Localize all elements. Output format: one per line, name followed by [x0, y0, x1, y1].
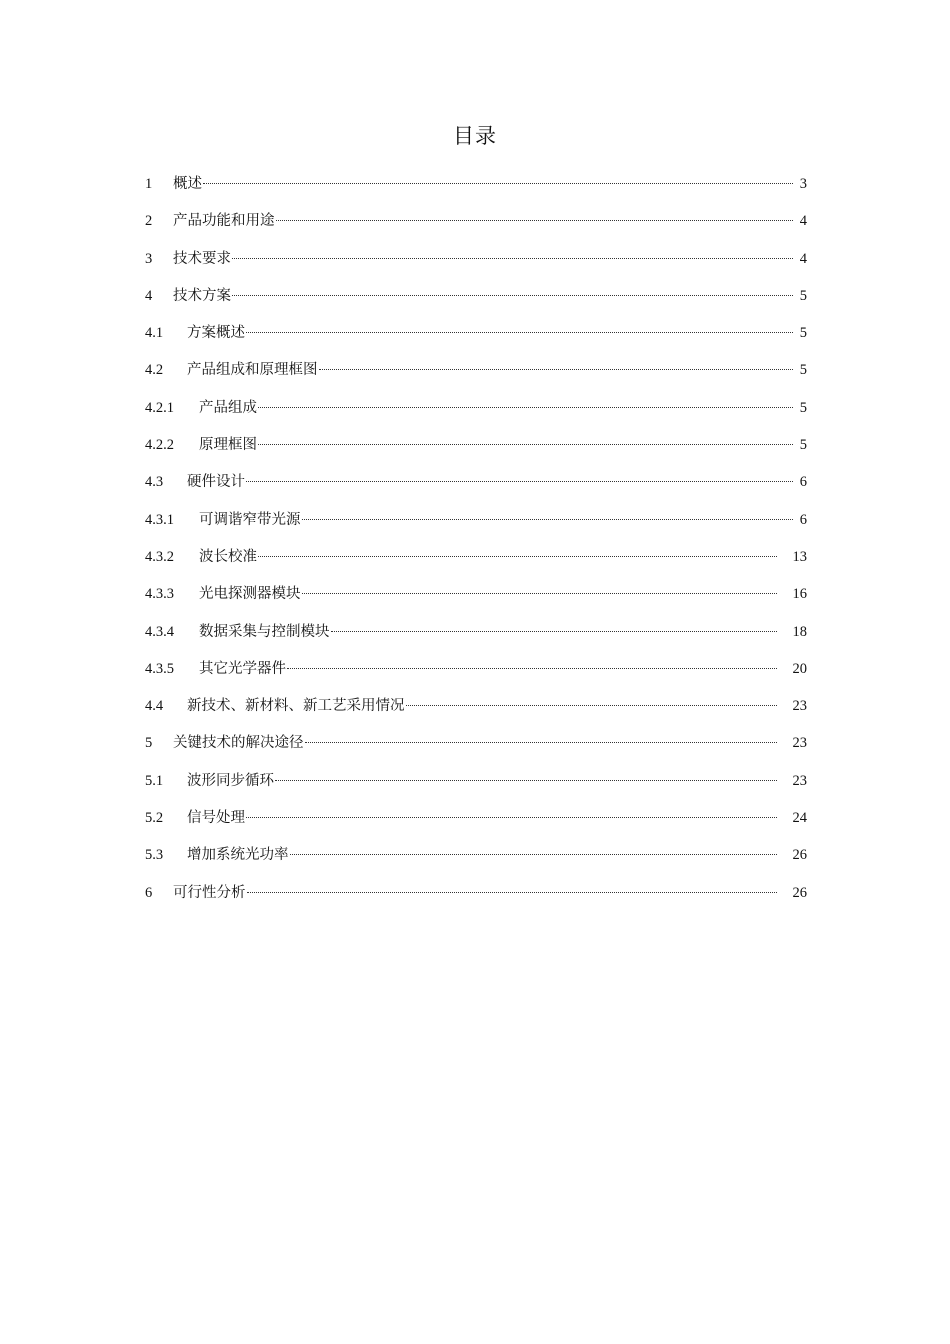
toc-entry-title: 波长校准 — [199, 548, 257, 565]
toc-entry-page-number: 20 — [792, 660, 807, 677]
toc-entry-page-number: 5 — [799, 325, 807, 342]
toc-entry-number: 4.4 — [145, 698, 164, 715]
toc-entry[interactable] — [145, 247, 807, 284]
toc-entry-number: 5.2 — [145, 810, 164, 827]
toc-title: 目录 — [453, 124, 497, 148]
toc-dot-leader — [287, 668, 777, 669]
toc-entry-title: 光电探测器模块 — [199, 586, 301, 603]
toc-entry-page-number: 26 — [792, 884, 807, 901]
toc-entry-number: 6 — [145, 884, 153, 901]
toc-dot-leader — [275, 780, 777, 781]
toc-entry-page-number: 16 — [792, 586, 807, 603]
toc-entry-number: 4.3.3 — [145, 586, 174, 603]
toc-dot-leader — [258, 444, 793, 445]
toc-dot-leader — [203, 183, 793, 184]
toc-entry-page-number: 3 — [799, 176, 807, 192]
toc-entry-title: 其它光学器件 — [199, 660, 286, 677]
toc-entry[interactable] — [145, 769, 807, 806]
toc-entry[interactable] — [145, 545, 807, 582]
toc-entry-title: 产品组成和原理框图 — [187, 362, 318, 379]
toc-entry[interactable] — [145, 433, 807, 470]
toc-dot-leader — [305, 742, 778, 743]
toc-entry[interactable] — [145, 321, 807, 358]
toc-dot-leader — [331, 631, 778, 632]
toc-dot-leader — [290, 854, 778, 855]
toc-entry-title: 关键技术的解决途径 — [173, 735, 304, 752]
toc-entry-number: 4.3.4 — [145, 623, 174, 640]
toc-entry[interactable] — [145, 396, 807, 433]
toc-entry-number: 5 — [145, 735, 153, 752]
toc-entry-page-number: 5 — [799, 287, 807, 304]
toc-entry-page-number: 5 — [799, 399, 807, 416]
toc-entry-title: 硬件设计 — [187, 474, 245, 491]
toc-entry-number: 5.1 — [145, 772, 164, 789]
toc-entry[interactable] — [145, 694, 807, 731]
toc-entry-title: 方案概述 — [187, 325, 245, 342]
toc-entry-page-number: 6 — [799, 511, 807, 528]
toc-entry-number: 4.3.1 — [145, 511, 174, 528]
toc-entry-page-number: 23 — [792, 698, 807, 715]
toc-dot-leader — [246, 332, 793, 333]
toc-dot-leader — [276, 220, 794, 221]
toc-entry-number: 4.2.1 — [145, 399, 174, 416]
toc-entry[interactable] — [145, 881, 807, 918]
toc-entry-number: 2 — [145, 213, 153, 230]
toc-entry-page-number: 23 — [792, 735, 807, 752]
toc-entry[interactable] — [145, 470, 807, 507]
toc-entry[interactable] — [145, 358, 807, 395]
toc-entry-title: 数据采集与控制模块 — [199, 623, 330, 640]
toc-dot-leader — [406, 705, 778, 706]
toc-dot-leader — [258, 407, 793, 408]
toc-entry-page-number: 13 — [792, 548, 807, 565]
toc-dot-leader — [246, 481, 793, 482]
toc-entry-title: 可行性分析 — [173, 884, 246, 901]
toc-entry-title: 新技术、新材料、新工艺采用情况 — [187, 698, 405, 715]
toc-entry-page-number: 24 — [792, 810, 807, 827]
toc-entry-number: 3 — [145, 250, 153, 267]
toc-entry-number: 1 — [145, 176, 153, 192]
toc-entry-page-number: 18 — [792, 623, 807, 640]
toc-dot-leader — [232, 258, 793, 259]
toc-entry[interactable] — [145, 172, 807, 209]
table-of-contents — [145, 172, 807, 918]
toc-entry-number: 4.3.5 — [145, 660, 174, 677]
toc-entry-number: 4.2 — [145, 362, 164, 379]
toc-dot-leader — [246, 817, 777, 818]
toc-entry-title: 可调谐窄带光源 — [199, 511, 301, 528]
toc-dot-leader — [232, 295, 793, 296]
toc-entry[interactable] — [145, 508, 807, 545]
toc-entry-title: 概述 — [173, 176, 202, 192]
toc-dot-leader — [258, 556, 777, 557]
toc-entry-page-number: 4 — [799, 213, 807, 230]
toc-entry-number: 5.3 — [145, 847, 164, 864]
toc-dot-leader — [319, 369, 794, 370]
toc-entry-number: 4.3 — [145, 474, 164, 491]
toc-entry-title: 波形同步循环 — [187, 772, 274, 789]
toc-entry[interactable] — [145, 209, 807, 246]
toc-entry-number: 4.3.2 — [145, 548, 174, 565]
toc-entry-page-number: 5 — [799, 362, 807, 379]
toc-dot-leader — [302, 593, 778, 594]
toc-entry-page-number: 5 — [799, 437, 807, 454]
toc-entry[interactable] — [145, 806, 807, 843]
toc-entry-title: 信号处理 — [187, 810, 245, 827]
toc-entry[interactable] — [145, 843, 807, 880]
toc-entry-page-number: 4 — [799, 250, 807, 267]
toc-entry-title: 产品组成 — [199, 399, 257, 416]
toc-entry-title: 产品功能和用途 — [173, 213, 275, 230]
toc-entry-number: 4 — [145, 287, 153, 304]
toc-entry-title: 原理框图 — [199, 437, 257, 454]
toc-entry-number: 4.1 — [145, 325, 164, 342]
toc-entry-page-number: 23 — [792, 772, 807, 789]
toc-entry-number: 4.2.2 — [145, 437, 174, 454]
toc-entry[interactable] — [145, 620, 807, 657]
toc-entry-page-number: 6 — [799, 474, 807, 491]
toc-entry-page-number: 26 — [792, 847, 807, 864]
toc-entry[interactable] — [145, 582, 807, 619]
toc-entry-title: 技术方案 — [173, 287, 231, 304]
toc-dot-leader — [302, 519, 794, 520]
toc-entry-title: 技术要求 — [173, 250, 231, 267]
toc-dot-leader — [247, 892, 778, 893]
toc-entry[interactable] — [145, 731, 807, 768]
toc-entry-title: 增加系统光功率 — [187, 847, 289, 864]
toc-entry[interactable] — [145, 284, 807, 321]
toc-entry[interactable] — [145, 657, 807, 694]
